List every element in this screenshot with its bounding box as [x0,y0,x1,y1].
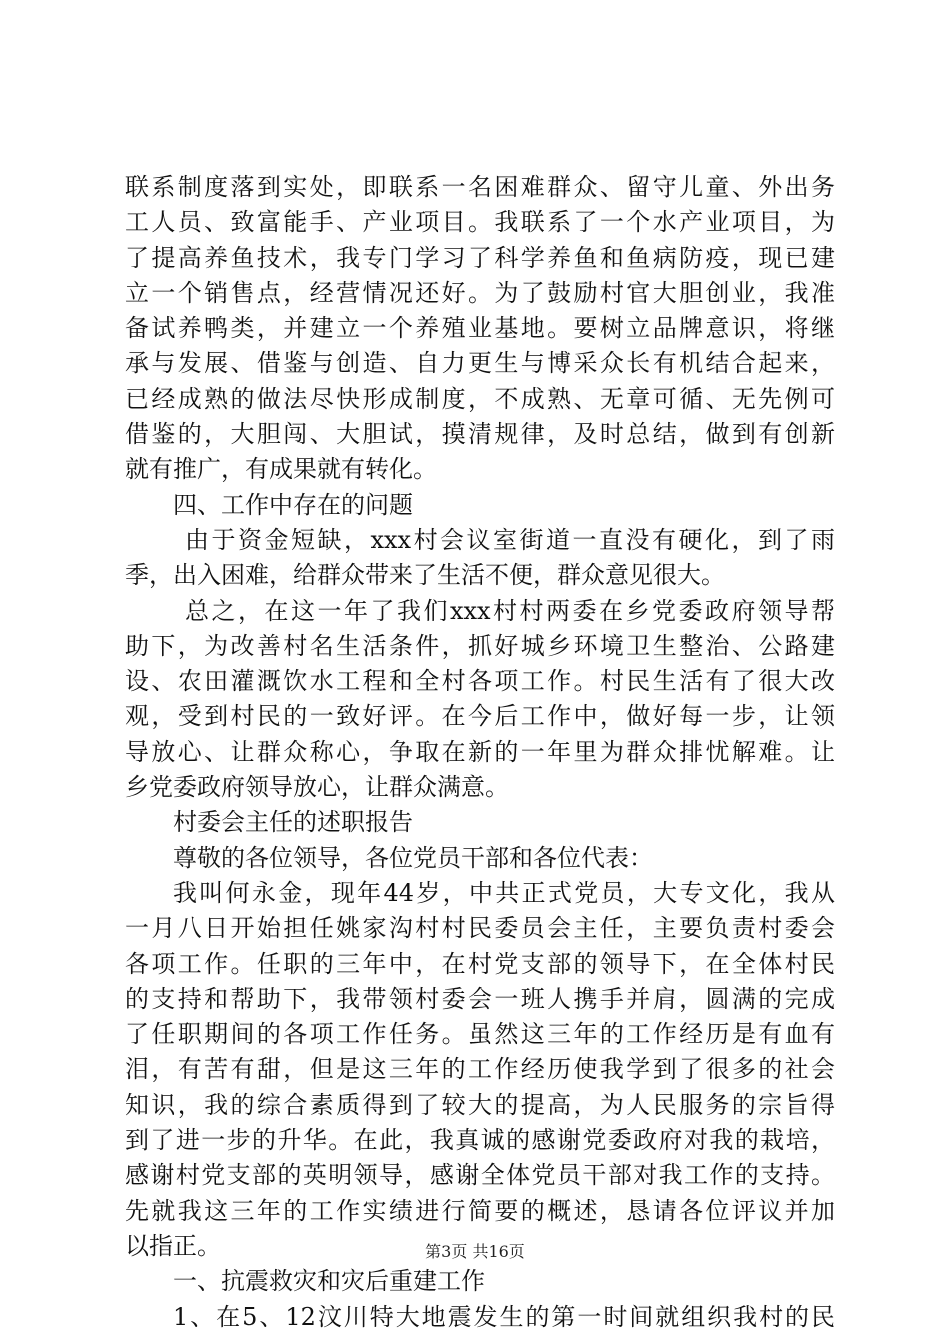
text-line: 村委会主任的述职报告 [173,808,413,837]
text-line: 我叫何永金，现年44岁，中共正式党员，大专文化，我从 [173,878,835,907]
text-line: 了提高养鱼技术，我专门学习了科学养鱼和鱼病防疫，现已建 [125,243,835,272]
text-line: 导放心、让群众称心，争取在新的一年里为群众排忧解难。让 [125,737,835,766]
text-line: 立一个销售点，经营情况还好。为了鼓励村官大胆创业，我准 [125,278,835,307]
text-line: 助下，为改善村名生活条件，抓好城乡环境卫生整治、公路建 [125,631,835,660]
text-line: 工人员、致富能手、产业项目。我联系了一个水产业项目，为 [125,208,835,237]
text-line: 感谢村党支部的英明领导，感谢全体党员干部对我工作的支持。 [125,1161,835,1190]
text-line: 乡党委政府领导放心，让群众满意。 [125,773,509,802]
text-line: 就有推广，有成果就有转化。 [125,455,437,484]
text-line: 联系制度落到实处，即联系一名困难群众、留守儿童、外出务 [125,173,835,201]
page-footer: 第3页 共16页 [425,1242,525,1261]
text-line: 借鉴的，大胆闯、大胆试，摸清规律，及时总结，做到有创新 [125,420,835,449]
text-line: 四、工作中存在的问题 [173,490,413,519]
text-line: 一月八日开始担任姚家沟村村民委员会主任，主要负责村委会 [125,914,835,943]
text-line: 设、农田灌溉饮水工程和全村各项工作。村民生活有了很大改 [125,667,835,696]
text-line: 的支持和帮助下，我带领村委会一班人携手并肩，圆满的完成 [125,984,835,1013]
text-line: 1、在5、12汶川特大地震发生的第一时间就组织我村的民 [173,1302,835,1331]
text-line: 先就我这三年的工作实绩进行简要的概述，恳请各位评议并加 [125,1196,835,1225]
text-line: 尊敬的各位领导，各位党员干部和各位代表： [173,843,653,872]
text-line: 知识，我的综合素质得到了较大的提高，为人民服务的宗旨得 [125,1090,835,1119]
document-body [125,170,835,1335]
text-line: 一、抗震救灾和灾后重建工作 [173,1267,485,1296]
text-line: 总之，在这一年了我们xxx村村两委在乡党委政府领导帮 [185,596,835,625]
text-line: 了任职期间的各项工作任务。虽然这三年的工作经历是有血有 [125,1020,835,1049]
text-line: 泪，有苦有甜，但是这三年的工作经历使我学到了很多的社会 [125,1055,835,1084]
text-line: 以指正。 [125,1231,221,1260]
text-line: 各项工作。任职的三年中，在村党支部的领导下，在全体村民 [125,949,835,978]
text-line: 到了进一步的升华。在此，我真诚的感谢党委政府对我的栽培， [125,1126,835,1155]
text-line: 备试养鸭类，并建立一个养殖业基地。要树立品牌意识，将继 [125,314,835,343]
text-line: 承与发展、借鉴与创造、自力更生与博采众长有机结合起来， [125,349,835,378]
text-line: 由于资金短缺，xxx村会议室街道一直没有硬化，到了雨 [185,525,835,554]
text-line: 观，受到村民的一致好评。在今后工作中，做好每一步，让领 [125,702,835,731]
text-line: 已经成熟的做法尽快形成制度，不成熟、无章可循、无先例可 [125,384,835,413]
text-line: 季，出入困难，给群众带来了生活不便，群众意见很大。 [125,561,725,590]
